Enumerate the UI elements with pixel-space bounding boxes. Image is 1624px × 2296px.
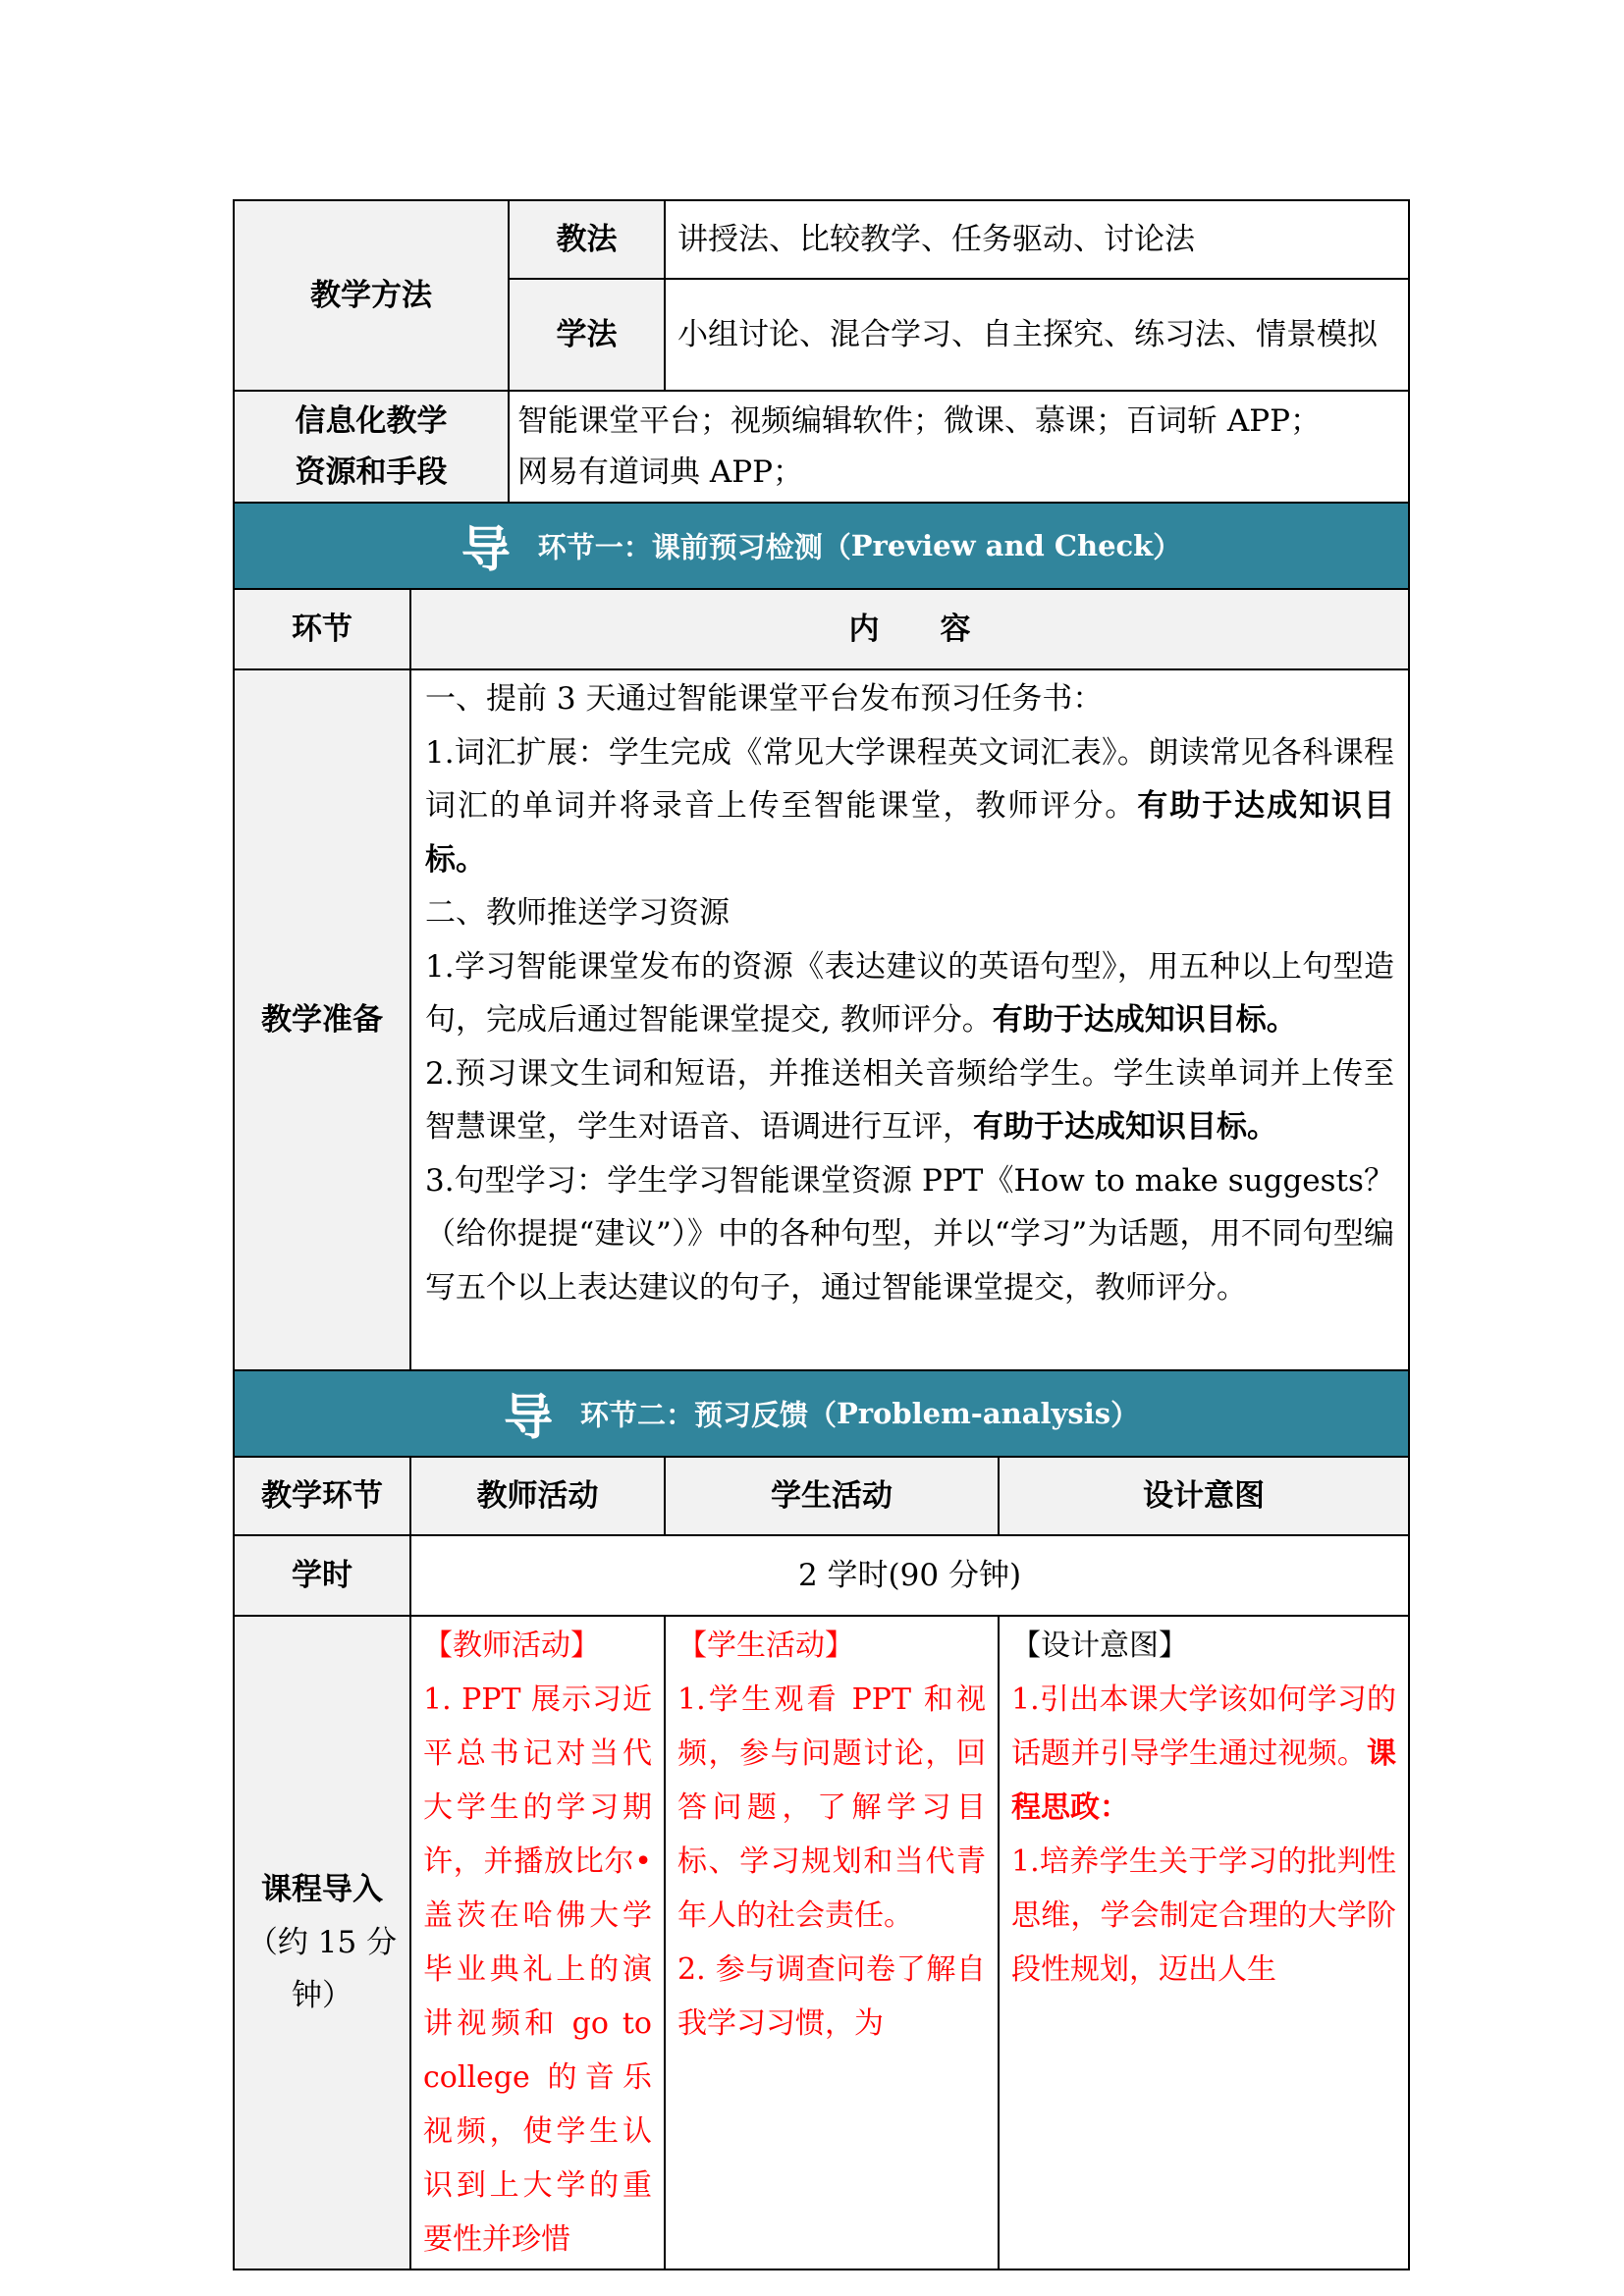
section2-header-row (234, 1457, 1409, 1535)
teaching-prep-content (410, 669, 1409, 1370)
it-resources-label (234, 391, 509, 503)
section1-banner-row (234, 503, 1409, 589)
header-student: 学生活动 (665, 1457, 999, 1535)
header-stage: 教学环节 (234, 1457, 410, 1535)
course-intro-row (234, 1616, 1409, 2269)
section1-header-row (234, 589, 1409, 669)
prep-line-4-text: 1.学习智能课堂发布的资源《表达建议的英语句型》，用五种以上句型造句，完成后通过智能课堂提交, 教师评分。 (425, 948, 1395, 1038)
lesson-plan-page (233, 199, 1408, 2270)
it-resources-value (509, 391, 1409, 503)
section1-col-stage-header: 环节 (234, 589, 410, 669)
teaching-prep-label: 教学准备 (234, 669, 410, 1370)
prep-line-2-text: 1.词汇扩展：学生完成《常见大学课程英文词汇表》。朗读常见各科课程词汇的单词并将录音上传至智能课堂，教师评分。 (425, 734, 1395, 824)
section1-content-row (234, 669, 1409, 1370)
section2-title-suffix: ） (1110, 1398, 1140, 1432)
hours-value: 2 学时(90 分钟) (410, 1535, 1409, 1616)
teacher-activity-title: 【教师活动】 (423, 1629, 600, 1663)
student-activity-text1: 1.学生观看 PPT 和视频，参与问题讨论，回答问题，了解学习目标、学习规划和当代青年人的社会责任。 (677, 1682, 986, 1933)
section2-title-en: Problem-analysis (836, 1397, 1111, 1430)
section1-guide-icon: 导 (460, 521, 513, 578)
it-resources-label-line1: 信息化教学 (295, 403, 448, 439)
design-intent-text1: 1.引出本课大学该如何学习的话题并引导学生通过视频。 (1011, 1682, 1397, 1771)
prep-line-6: 3.句型学习：学生学习智能课堂资源 PPT《How to make suggests？（给你提提“建议”）》中的各种句型，并以“学习”为话题，用不同句型编写五个以上表达建议的句子，通过智能课堂提交，教师评分。 (425, 1162, 1395, 1306)
course-intro-label (234, 1616, 410, 2269)
design-intent-title: 【设计意图】 (1011, 1629, 1188, 1663)
course-intro-label-line3: 钟） (292, 1978, 352, 2013)
prep-line-5-bold: 有助于达成知识目标。 (973, 1109, 1277, 1145)
learn-method-label: 学法 (509, 279, 665, 391)
prep-line-3: 二、教师推送学习资源 (425, 895, 730, 931)
teaching-method-row-teach (234, 200, 1409, 279)
learn-method-value: 小组讨论、混合学习、自主探究、练习法、情景模拟 (665, 279, 1409, 391)
hours-row (234, 1535, 1409, 1616)
design-intent-cell (999, 1616, 1409, 2269)
section1-col-content-header: 内 容 (410, 589, 1409, 669)
section2-banner-row (234, 1370, 1409, 1457)
prep-line-4 (425, 940, 1394, 1047)
header-teacher: 教师活动 (410, 1457, 665, 1535)
hours-label: 学时 (234, 1535, 410, 1616)
prep-line-2-bold: 有助于达成知识目标。 (425, 788, 1395, 878)
teach-method-value: 讲授法、比较教学、任务驱动、讨论法 (665, 200, 1409, 279)
design-intent-bold: 课程思政： (1011, 1736, 1397, 1825)
prep-line-5 (425, 1047, 1394, 1154)
teaching-methods-label: 教学方法 (234, 200, 509, 391)
it-resources-value-line2: 网易有道词典 APP； (517, 454, 803, 490)
it-resources-value-line1: 智能课堂平台；视频编辑软件；微课、慕课；百词斩 APP； (517, 403, 1321, 439)
student-activity-text2: 2. 参与调查问卷了解自我学习习惯，为 (677, 1952, 986, 2041)
section1-title-en: Preview and Check (850, 529, 1154, 562)
design-intent-text2: 1.培养学生关于学习的批判性思维，学会制定合理的大学阶段性规划，迈出人生 (1011, 1844, 1397, 1987)
it-resources-label-line2: 资源和手段 (295, 454, 448, 490)
header-design: 设计意图 (999, 1457, 1409, 1535)
lesson-plan-table (233, 199, 1410, 2270)
course-intro-label-line1: 课程导入 (261, 1872, 383, 1907)
section1-title-prefix: 环节一：课前预习检测（ (537, 530, 851, 564)
section2-guide-icon: 导 (503, 1389, 555, 1446)
prep-line-5-text: 2.预习课文生词和短语，并推送相关音频给学生。学生读单词并上传至智慧课堂，学生对语音、语调进行互评， (425, 1055, 1395, 1145)
section2-banner (234, 1370, 1409, 1457)
section1-banner (234, 503, 1409, 589)
course-intro-label-line2: （约 15 分 (246, 1925, 398, 1960)
student-activity-cell (665, 1616, 999, 2269)
teach-method-label: 教法 (509, 200, 665, 279)
prep-line-1: 一、提前 3 天通过智能课堂平台发布预习任务书： (425, 681, 1104, 717)
it-resources-row (234, 391, 1409, 503)
student-activity-title: 【学生活动】 (677, 1629, 854, 1663)
teacher-activity-text: 1. PPT 展示习近平总书记对当代大学生的学习期许，并播放比尔•盖茨在哈佛大学毕业典礼上的演讲视频和 go to college 的音乐视频，使学生认识到上大学的重要性并珍惜 (423, 1682, 652, 2257)
prep-line-4-bold: 有助于达成知识目标。 (992, 1002, 1297, 1038)
design-intent-para (1011, 1673, 1396, 1835)
prep-line-2 (425, 726, 1394, 887)
teacher-activity-cell (410, 1616, 665, 2269)
section2-title-prefix: 环节二：预习反馈（ (579, 1398, 837, 1432)
section1-title-suffix: ） (1153, 530, 1182, 564)
